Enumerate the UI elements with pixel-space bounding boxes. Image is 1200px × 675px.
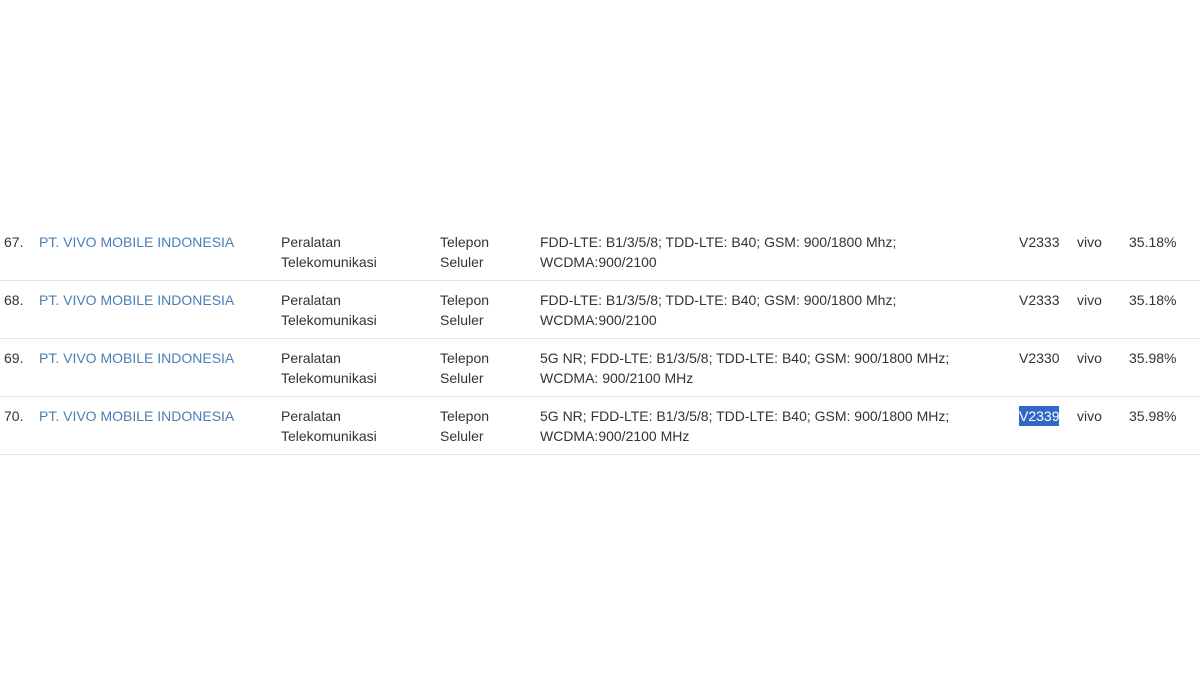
category-line-2: Telekomunikasi bbox=[281, 370, 377, 386]
type-cell bbox=[440, 406, 530, 446]
spec-cell bbox=[540, 348, 1000, 388]
type-line-2: Seluler bbox=[440, 254, 484, 270]
type-cell bbox=[440, 348, 530, 388]
spec-line-1: FDD-LTE: B1/3/5/8; TDD-LTE: B40; GSM: 900/1800 Mhz; bbox=[540, 234, 897, 250]
spec-line-1: 5G NR; FDD-LTE: B1/3/5/8; TDD-LTE: B40; GSM: 900/1800 MHz; bbox=[540, 408, 950, 424]
table-row bbox=[0, 223, 1200, 281]
spec-line-1: 5G NR; FDD-LTE: B1/3/5/8; TDD-LTE: B40; GSM: 900/1800 MHz; bbox=[540, 350, 950, 366]
category-cell bbox=[281, 406, 431, 446]
spec-cell bbox=[540, 406, 1000, 446]
row-number: 67. bbox=[4, 234, 24, 250]
spec-line-2: WCDMA:900/2100 bbox=[540, 312, 657, 328]
category-cell bbox=[281, 348, 431, 388]
company-link[interactable]: PT. VIVO MOBILE INDONESIA bbox=[39, 234, 235, 250]
spec-line-2: WCDMA: 900/2100 MHz bbox=[540, 370, 694, 386]
row-number: 70. bbox=[4, 408, 24, 424]
brand-cell: vivo bbox=[1077, 292, 1102, 308]
tkdn-cell: 35.98% bbox=[1129, 408, 1177, 424]
tkdn-cell: 35.18% bbox=[1129, 234, 1177, 250]
type-line-1: Telepon bbox=[440, 234, 490, 250]
category-line-1: Peralatan bbox=[281, 408, 341, 424]
model-cell: V2330 bbox=[1019, 350, 1060, 366]
brand-cell: vivo bbox=[1077, 408, 1102, 424]
spec-cell bbox=[540, 290, 1000, 330]
spec-line-2: WCDMA:900/2100 bbox=[540, 254, 657, 270]
tkdn-cell: 35.18% bbox=[1129, 292, 1177, 308]
category-line-1: Peralatan bbox=[281, 234, 341, 250]
category-line-1: Peralatan bbox=[281, 350, 341, 366]
model-cell: V2333 bbox=[1019, 234, 1060, 250]
table-row bbox=[0, 397, 1200, 455]
spec-line-2: WCDMA:900/2100 MHz bbox=[540, 428, 690, 444]
category-cell bbox=[281, 290, 431, 330]
type-cell bbox=[440, 290, 530, 330]
table-row bbox=[0, 281, 1200, 339]
spec-line-1: FDD-LTE: B1/3/5/8; TDD-LTE: B40; GSM: 900/1800 Mhz; bbox=[540, 292, 897, 308]
model-cell: V2333 bbox=[1019, 292, 1060, 308]
category-cell bbox=[281, 232, 431, 272]
brand-cell: vivo bbox=[1077, 350, 1102, 366]
category-line-2: Telekomunikasi bbox=[281, 312, 377, 328]
model-cell-selected[interactable]: V2339 bbox=[1019, 408, 1060, 424]
spec-cell bbox=[540, 232, 1000, 272]
row-number: 68. bbox=[4, 292, 24, 308]
type-line-2: Seluler bbox=[440, 312, 484, 328]
type-line-1: Telepon bbox=[440, 350, 490, 366]
company-link[interactable]: PT. VIVO MOBILE INDONESIA bbox=[39, 350, 235, 366]
category-line-1: Peralatan bbox=[281, 292, 341, 308]
type-line-2: Seluler bbox=[440, 428, 484, 444]
row-number: 69. bbox=[4, 350, 24, 366]
category-line-2: Telekomunikasi bbox=[281, 428, 377, 444]
table-row bbox=[0, 339, 1200, 397]
company-link[interactable]: PT. VIVO MOBILE INDONESIA bbox=[39, 292, 235, 308]
type-line-1: Telepon bbox=[440, 408, 490, 424]
brand-cell: vivo bbox=[1077, 234, 1102, 250]
type-cell bbox=[440, 232, 530, 272]
type-line-2: Seluler bbox=[440, 370, 484, 386]
type-line-1: Telepon bbox=[440, 292, 490, 308]
category-line-2: Telekomunikasi bbox=[281, 254, 377, 270]
results-table bbox=[0, 223, 1200, 455]
company-link[interactable]: PT. VIVO MOBILE INDONESIA bbox=[39, 408, 235, 424]
tkdn-cell: 35.98% bbox=[1129, 350, 1177, 366]
